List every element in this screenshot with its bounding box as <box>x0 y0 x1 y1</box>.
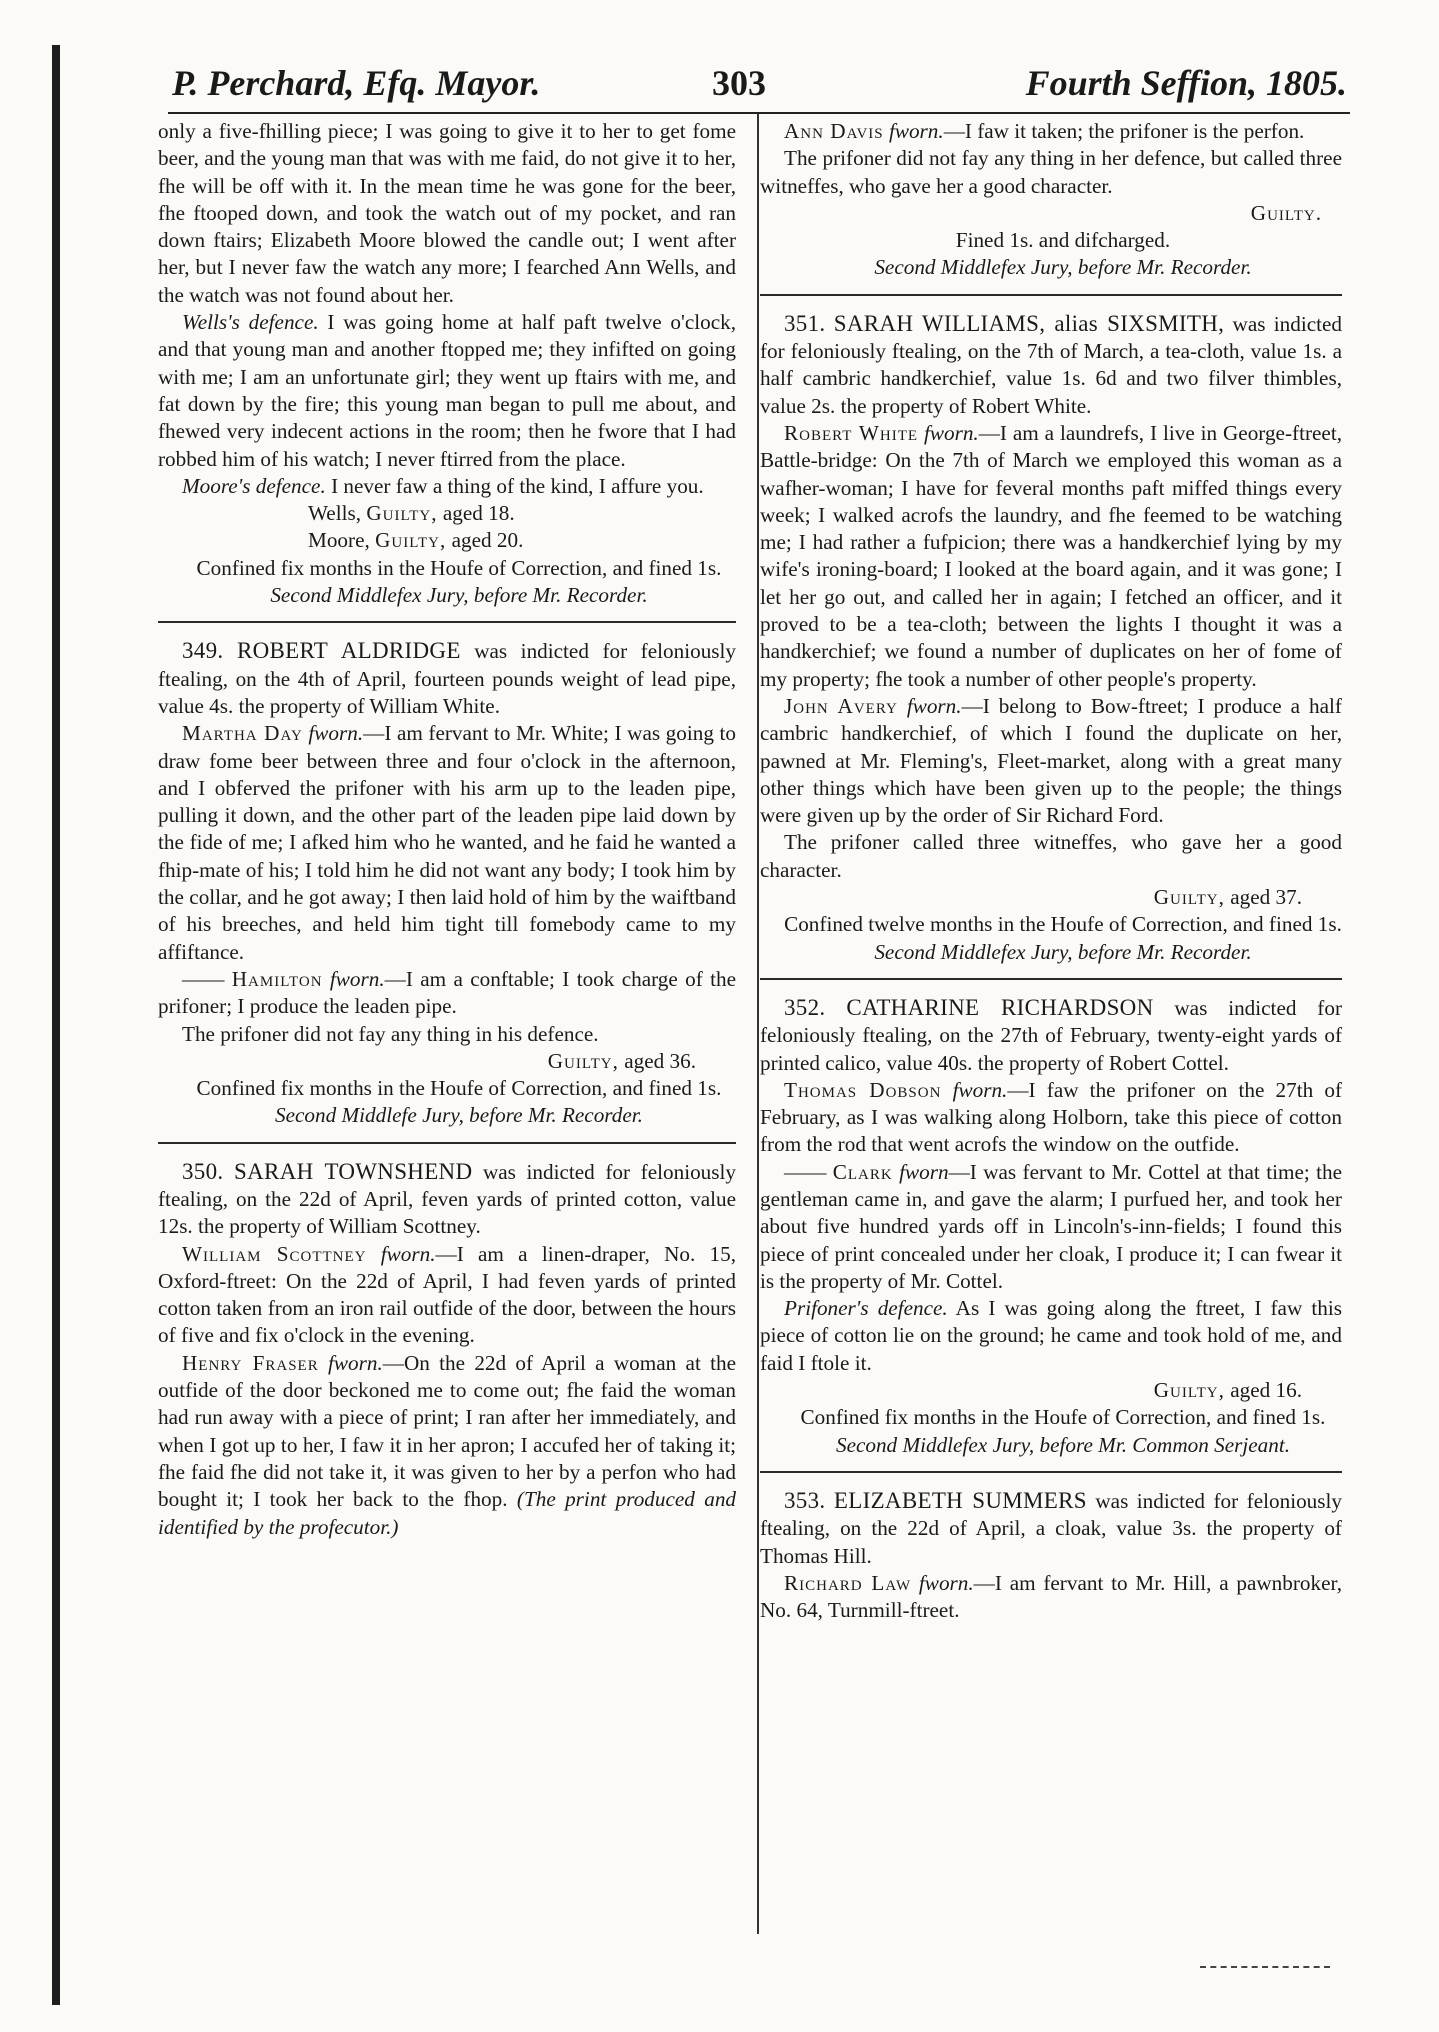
testimony <box>760 118 1342 145</box>
testimony-text: —I am fervant to Mr. White; I was going to draw fome beer between three and four o'clock in the afternoon, and I obferved the prifoner with his arm up to the leaden pipe, pulling it down, and the other part of the leaden pipe laid down by the fide of me; I afked him who he wanted, and he faid he wanted a fhip-mate of his; I told him he did not want any body; I took him by the collar, and he got away; I then laid hold of him by the waiftband of his breeches, and held him tight till fomebody came to my affiftance. <box>158 721 736 964</box>
witness-name: Robert White <box>784 420 919 445</box>
verdict <box>760 200 1342 227</box>
sworn-label: fworn. <box>923 420 979 445</box>
testimony-text: —I am a linen-draper, No. 15, Oxford-ftreet: On the 22d of April, I had feven yards of printed cotton taken from an iron rail outfide of the door, between the hours of five and fix o'clock in the evening. <box>158 1241 736 1348</box>
witness-name: Henry Fraser <box>182 1350 319 1375</box>
testimony <box>158 720 736 966</box>
sentence: Confined fix months in the Houfe of Correction, and fined 1s. <box>196 1076 722 1101</box>
defendant-name: SARAH WILLIAMS, alias SIXSMITH, <box>833 310 1225 336</box>
sentence: Fined 1s. and difcharged. <box>955 228 1171 253</box>
case-heading <box>760 1487 1342 1570</box>
witness-name: John Avery <box>784 693 898 718</box>
testimony <box>158 966 736 1021</box>
case-number: 351. <box>784 310 826 336</box>
defendant-name: ELIZABETH SUMMERS <box>833 1487 1087 1513</box>
verdict-name: Wells, <box>308 501 362 526</box>
defence-paragraph <box>760 1295 1342 1377</box>
witness-name: Richard Law <box>784 1570 912 1595</box>
defence-paragraph <box>158 473 736 500</box>
testimony-text: —I was fervant to Mr. Cottel at that time; the gentleman came in, and gave the alarm; I purfued her, and took her about five hundred yards off in Lincoln's-inn-fields; I found this piece of print concealed under her cloak, I produce it; I can fwear it is the property of Mr. Cottel. <box>760 1159 1343 1293</box>
jury-line: Second Middlefex Jury, before Mr. Recorder. <box>270 583 648 608</box>
sworn-label: fworn. <box>380 1241 436 1266</box>
page-binding-edge <box>52 45 60 2005</box>
indictment-text: was indicted for feloniously ftealing, on the 22d of April, feven yards of printed cotton, value 12s. the property of William Scottney. <box>158 1159 736 1239</box>
testimony-text: —I faw the prifoner on the 27th of February, as I was walking along Holborn, take this piece of cotton from the rod that went acrofs the window on the outfide. <box>760 1077 1343 1157</box>
jury-line: Second Middlefex Jury, before Mr. Common Serjeant. <box>835 1432 1291 1457</box>
indictment-text: was indicted for feloniously ftealing, on the 7th of March, a tea-cloth, value 1s. a half cambric handkerchief, value 1s. 6d and two filver thimbles, value 2s. the property of Robert White. <box>760 311 1343 418</box>
page-header <box>172 62 1347 114</box>
sworn-label: fworn. <box>329 966 385 991</box>
case-heading <box>760 994 1342 1077</box>
verdict-word: Guilty. <box>1250 200 1322 225</box>
case-number: 350. <box>182 1158 224 1184</box>
case-heading <box>158 637 736 720</box>
testimony <box>760 1570 1342 1625</box>
case-number: 349. <box>182 638 224 664</box>
verdict <box>158 500 736 527</box>
dash: —— <box>784 1159 827 1184</box>
defence-label: Wells's defence. <box>182 310 319 335</box>
defence-note: The prifoner called three witneffes, who gave her a good character. <box>760 830 1342 882</box>
indictment-text: was indicted for feloniously ftealing, on the 27th of February, twenty-eight yards of printed calico, value 40s. the property of Robert Cottel. <box>760 995 1343 1075</box>
verdict-word: Guilty, <box>547 1048 619 1073</box>
indictment-text: was indicted for feloniously ftealing, on the 4th of April, fourteen pounds weight of lead pipe, value 4s. the property of William White. <box>158 639 737 718</box>
sworn-label: fworn. <box>328 1350 383 1375</box>
header-mayor: P. Perchard, Efq. Mayor. <box>172 63 541 103</box>
sworn-label: fworn. <box>906 693 962 718</box>
defendant-name: CATHARINE RICHARDSON <box>846 994 1154 1020</box>
testimony-text: —I am fervant to Mr. Hill, a pawnbroker, No. 64, Turnmill-ftreet. <box>760 1570 1343 1623</box>
witness-name: Martha Day <box>182 721 303 746</box>
testimony-text: —On the 22d of April a woman at the outfide of the door beckoned me to come out; fhe faid the woman had run away with a piece of print; I ran after her immediately, and when I got up to her, I faw it in her apron; I accufed her of taking it; fhe faid fhe did not take it, it was given to her by a perfon who had bought it; I took her back to the fhop. <box>158 1350 737 1512</box>
witness-name: William Scottney <box>182 1241 367 1266</box>
right-column <box>760 118 1342 1624</box>
testimony <box>158 1350 736 1541</box>
dash: —— <box>182 966 225 991</box>
case-divider <box>158 621 736 623</box>
defence-label: Moore's defence. <box>182 473 326 498</box>
defence-text: I never faw a thing of the kind, I affure you. <box>331 473 704 498</box>
header-session: Fourth Seffion, 1805. <box>1025 63 1347 103</box>
testimony-text: —I am a conftable; I took charge of the prifoner; I produce the leaden pipe. <box>158 966 737 1019</box>
testimony-text: —I belong to Bow-ftreet; I produce a half cambric handkerchief, of which I found the duplicate on her, pawned at Mr. Fleming's, Fleet-market, along with a great many other things which have been given up to the people; the things were given up by the order of Sir Richard Ford. <box>760 693 1342 828</box>
verdict-age: aged 16. <box>1230 1378 1302 1403</box>
sworn-label: fworn. <box>308 721 364 746</box>
sentence: Confined fix months in the Houfe of Correction, and fined 1s. <box>800 1405 1326 1430</box>
verdict-age: aged 20. <box>451 528 524 553</box>
defence-label: Prifoner's defence. <box>784 1296 948 1321</box>
verdict-word: Guilty, <box>375 528 447 553</box>
testimony <box>760 693 1342 829</box>
verdict <box>760 1377 1342 1404</box>
case-heading <box>760 310 1342 420</box>
defendant-name: ROBERT ALDRIDGE <box>236 638 461 664</box>
catchword-rule <box>1200 1966 1330 1968</box>
testimony-text: —I am a laundrefs, I live in George-ftreet, Battle-bridge: On the 7th of March we employed this woman as a wafher-woman; I have for feveral months paft miffed things every week; I walked acrofs the laundry, and fhe feemed to be watching me; I had rather a fufpicion; there was a handkerchief lying by my wife's ironing-board; I looked at the board again, and it was gone; I let her go out, and called her in again; I fetched an officer, and it proved to be a tea-cloth; between the lights I thought it was a handkerchief; we found a number of duplicates on her of fome of my property; fhe took a number of other people's property. <box>760 420 1343 691</box>
case-divider <box>760 294 1342 296</box>
sworn-label: fworn. <box>952 1077 1008 1102</box>
verdict-age: aged 18. <box>442 501 515 526</box>
verdict-word: Guilty, <box>1153 885 1225 910</box>
verdict-age: aged 36. <box>624 1048 696 1073</box>
left-column <box>158 118 736 1541</box>
witness-name: Hamilton <box>231 966 323 991</box>
verdict <box>158 1048 736 1075</box>
witness-name: Thomas Dobson <box>784 1077 942 1102</box>
case-number: 352. <box>784 994 826 1020</box>
verdict-name: Moore, <box>308 528 370 553</box>
column-divider <box>757 114 759 1934</box>
verdict-word: Guilty, <box>366 501 438 526</box>
witness-name: Ann Davis <box>784 119 884 143</box>
jury-line: Second Middlefe Jury, before Mr. Recorder. <box>275 1103 643 1128</box>
case-number: 353. <box>784 1487 826 1513</box>
defence-text: I was going home at half paft twelve o'clock, and that young man and another ftopped me; they infifted on going with me; I am an unfortunate girl; they went up ftairs with me, and fat down by the fire; this young man began to pull me about, and fhewed very indecent actions in the room; then he fwore that I had robbed him of his watch; I never ftirred from the place. <box>158 310 737 471</box>
sentence: Confined twelve months in the Houfe of Correction, and fined 1s. <box>784 912 1342 937</box>
court-note: (The print produced and identified by the profecutor.) <box>158 1487 737 1539</box>
case-divider <box>760 1471 1342 1473</box>
testimony <box>158 1241 736 1350</box>
testimony-text: —I faw it taken; the prifoner is the perfon. <box>943 119 1305 143</box>
case-heading <box>158 1158 736 1241</box>
sworn-label: fworn. <box>888 119 944 143</box>
header-rule <box>168 112 1350 114</box>
paragraph: only a five-fhilling piece; I was going to give it to her to get fome beer, and the young man that was with me faid, do not give it to her, fhe will be off with it. In the mean time he was gone for the beer, fhe ftooped down, and took the watch out of my pocket, and ran down ftairs; Elizabeth Moore blowed the candle out; I went after her, but I never faw the watch any more; I fearched Ann Wells, and the watch was not found about her. <box>158 119 736 307</box>
indictment-text: was indicted for feloniously ftealing, on the 22d of April, a cloak, value 3s. the property of Thomas Hill. <box>760 1488 1342 1568</box>
jury-line: Second Middlefex Jury, before Mr. Recorder. <box>874 255 1252 280</box>
page-number: 303 <box>712 63 766 103</box>
sworn-label: fworn <box>899 1159 949 1184</box>
verdict <box>760 884 1342 911</box>
jury-line: Second Middlefex Jury, before Mr. Recorder. <box>874 939 1252 964</box>
defendant-name: SARAH TOWNSHEND <box>234 1158 473 1184</box>
testimony <box>760 1159 1342 1295</box>
defence-note: The prifoner did not fay any thing in her defence, but called three witneffes, who gave her a good character. <box>760 146 1342 198</box>
testimony <box>760 420 1342 693</box>
verdict <box>158 527 736 554</box>
verdict-age: aged 37. <box>1230 885 1302 910</box>
defence-paragraph <box>158 309 736 473</box>
sworn-label: fworn. <box>918 1570 974 1595</box>
defence-text: As I was going along the ftreet, I faw this piece of cotton lie on the ground; he came and took hold of me, and faid I ftole it. <box>760 1296 1342 1375</box>
case-divider <box>760 978 1342 980</box>
defence-note: The prifoner did not fay any thing in his defence. <box>182 1021 599 1046</box>
witness-name: Clark <box>832 1159 893 1184</box>
sentence: Confined fix months in the Houfe of Correction, and fined 1s. <box>196 555 722 580</box>
case-divider <box>158 1142 736 1144</box>
testimony <box>760 1077 1342 1159</box>
verdict-word: Guilty, <box>1153 1378 1225 1403</box>
